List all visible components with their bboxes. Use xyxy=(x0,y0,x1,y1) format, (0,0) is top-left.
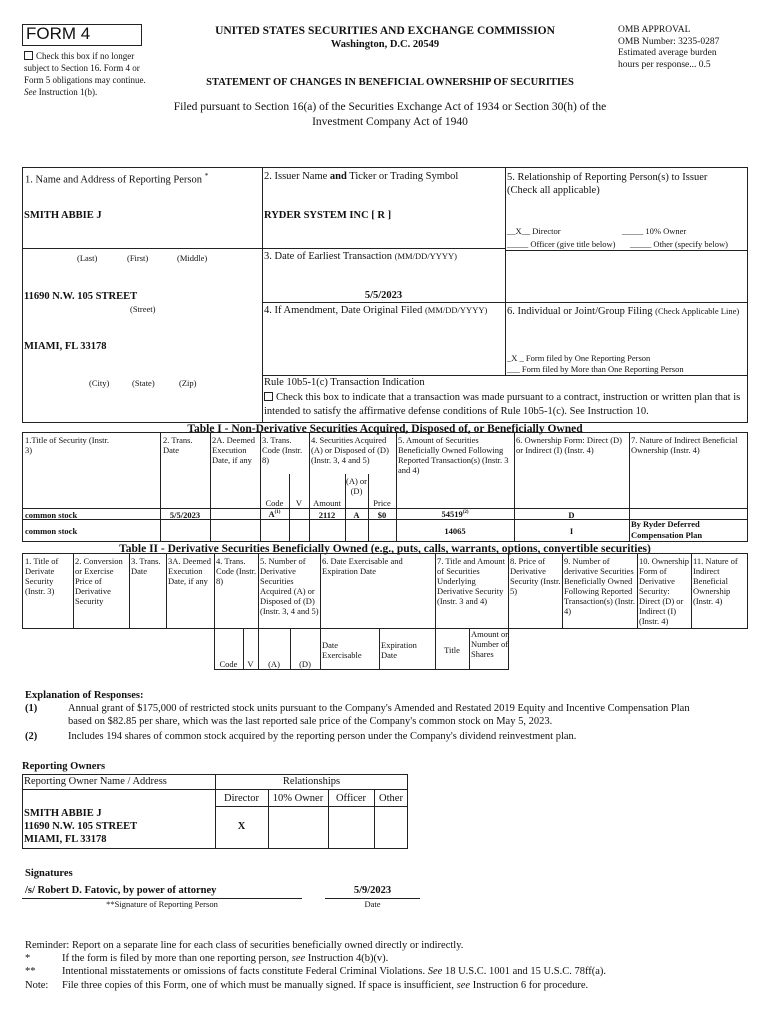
box6-label: 6. Individual or Joint/Group Filing (Check Applicable Line) xyxy=(507,306,740,317)
t1-sub-ad: (A) or (D) xyxy=(345,476,367,496)
one-person-filing-option[interactable]: _X _ Form filed by One Reporting Person xyxy=(507,353,651,363)
ten-percent-owner-option[interactable]: _____ 10% Owner xyxy=(622,226,687,236)
t1-col2-header: 2. Trans. Date xyxy=(163,435,193,455)
t2-col3-header: 3. Trans. Date xyxy=(131,556,161,576)
owner-row-city: MIAMI, FL 33178 xyxy=(24,834,107,845)
t1-sub-v: V xyxy=(295,498,303,508)
signature-value: /s/ Robert D. Fatovic, by power of attorney xyxy=(25,885,217,896)
group-filing-option[interactable]: ___ Form filed by More than One Reporting Person xyxy=(507,364,684,374)
t2-col10-header: 10. Ownership Form of Derivative Security: Direct (D) or Indirect (I) (Instr. 4) xyxy=(639,556,690,626)
name-last-caption: (Last) xyxy=(77,253,98,263)
state-caption: (State) xyxy=(132,378,155,388)
footnote-note-text: File three copies of this Form, one of which must be manually signed. If space is insufficient, see Instruction 6 for procedure. xyxy=(62,980,589,991)
section16-checkbox[interactable] xyxy=(24,51,33,60)
t1-r2-title: common stock xyxy=(25,526,78,536)
t1-r1-price: $0 xyxy=(377,510,387,520)
form-title: FORM 4 xyxy=(26,24,91,43)
city-caption: (City) xyxy=(89,378,110,388)
rule-10b5-checkbox[interactable] xyxy=(264,392,273,401)
t1-r1-date: 5/5/2023 xyxy=(169,510,201,520)
t2-col9-header: 9. Number of derivative Securities Beneficially Owned Following Reported Transaction(s) (Instr. 4) xyxy=(564,556,635,616)
owner-row-name: SMITH ABBIE J xyxy=(24,808,102,819)
t1-r2-nature: By Ryder Deferred Compensation Plan xyxy=(631,519,703,540)
officer-option[interactable]: _____ Officer (give title below) xyxy=(507,239,616,249)
issuer-name: RYDER SYSTEM INC [ R ] xyxy=(264,210,392,221)
t1-r1-amount: 2112 xyxy=(318,510,336,520)
t1-r1-ad: A xyxy=(353,510,360,520)
owner-row-street: 11690 N.W. 105 STREET xyxy=(24,821,138,832)
t2-col11-header: 11. Nature of Indirect Beneficial Ownership (Instr. 4) xyxy=(693,556,738,606)
t1-r1-code: $A^{(1)}$ xyxy=(268,509,281,519)
t1-sub-price: Price xyxy=(373,498,391,508)
t2-sub-d: (D) xyxy=(299,659,311,669)
t2-sub-code: Code xyxy=(219,659,238,669)
t2-col1-header: 1. Title of Derivate Security (Instr. 3) xyxy=(25,556,59,596)
reporting-person-city: MIAMI, FL 33178 xyxy=(24,341,107,352)
signature-date: 5/9/2023 xyxy=(353,885,392,896)
reporting-person-name: SMITH ABBIE J xyxy=(24,210,102,221)
box3-label: 3. Date of Earliest Transaction (MM/DD/YYYY) xyxy=(264,251,457,262)
agency-title: UNITED STATES SECURITIES AND EXCHANGE COMMISSION xyxy=(215,25,555,37)
table1-title: Table I - Non-Derivative Securities Acquired, Disposed of, or Beneficially Owned xyxy=(187,423,583,435)
t2-sub-title: Title xyxy=(444,645,460,655)
name-first-caption: (First) xyxy=(127,253,149,263)
footnote-star2-text: Intentional misstatements or omissions of facts constitute Federal Criminal Violations. See 18 U.S.C. 1001 and 15 U.S.C. 78ff(a). xyxy=(62,966,607,977)
owners-header-other: Other xyxy=(379,793,403,804)
t1-col2a-header: 2A. Deemed Execution Date, if any xyxy=(212,435,255,465)
explanation-2-text: Includes 194 shares of common stock acquired by the reporting person under the Company's dividend reinvestment plan. xyxy=(68,731,577,742)
zip-caption: (Zip) xyxy=(179,378,197,388)
rule-10b5-title: Rule 10b5-1(c) Transaction Indication xyxy=(264,377,425,388)
t1-col4-header: 4. Securities Acquired (A) or Disposed of (D) (Instr. 3, 4 and 5) xyxy=(311,435,389,465)
statement-title: STATEMENT OF CHANGES IN BENEFICIAL OWNERSHIP OF SECURITIES xyxy=(206,77,574,88)
t2-col5-header: 5. Number of Derivative Securities Acquired (A) or Disposed of (D) (Instr. 3, 4 and 5) xyxy=(260,556,319,616)
t1-r1-form: D xyxy=(568,510,575,520)
explanation-1-line1: Annual grant of $175,000 of restricted stock units pursuant to the Company's Amended and Restated 2019 Equity and Incentive Compensation Plan xyxy=(68,703,690,714)
agency-location: Washington, D.C. 20549 xyxy=(330,39,440,50)
owners-header-10pct: 10% Owner xyxy=(272,793,324,804)
t2-col8-header: 8. Price of Derivative Security (Instr. 5) xyxy=(510,556,561,596)
signature-date-caption: Date xyxy=(364,899,381,909)
filed-pursuant-line2: Investment Company Act of 1940 xyxy=(312,116,468,128)
t1-sub-code: Code xyxy=(265,498,284,508)
t1-col6-header: 6. Ownership Form: Direct (D) or Indirect (I) (Instr. 4) xyxy=(516,435,622,455)
reporting-person-street: 11690 N.W. 105 STREET xyxy=(24,291,138,302)
t2-col7-header: 7. Title and Amount of Securities Underlying Derivative Security (Instr. 3 and 4) xyxy=(437,556,506,606)
table2-title: Table II - Derivative Securities Beneficially Owned (e.g., puts, calls, warrants, options, convertible securities) xyxy=(119,543,651,555)
t2-col4-header: 4. Trans. Code (Instr. 8) xyxy=(216,556,257,586)
t1-col1-header: 1.Title of Security (Instr. 3) xyxy=(25,435,109,455)
footnote-star1-mark: * xyxy=(25,953,31,964)
explanation-title: Explanation of Responses: xyxy=(25,690,144,701)
t1-r2-owned: 14065 xyxy=(444,526,466,536)
director-option[interactable]: __X__ Director xyxy=(507,226,561,236)
section16-checkbox-text[interactable]: Check this box if no longer subject to Section 16. Form 4 or Form 5 obligations may continue. See Instruction 1(b). xyxy=(24,51,146,97)
t2-col6-header: 6. Date Exercisable and Expiration Date xyxy=(322,556,403,576)
owners-header-name: Reporting Owner Name / Address xyxy=(24,776,167,787)
footnote-note-mark: Note: xyxy=(25,980,49,991)
filed-pursuant-line1: Filed pursuant to Section 16(a) of the Securities Exchange Act of 1934 or Section 30(h) of the xyxy=(173,101,607,113)
owners-header-officer: Officer xyxy=(335,793,367,804)
signature-caption: **Signature of Reporting Person xyxy=(106,899,218,909)
t1-r1-title: common stock xyxy=(25,510,78,520)
t1-r1-owned: 54519$^{(2)}$ xyxy=(441,509,469,519)
footnote-star2-mark: ** xyxy=(25,966,36,977)
t2-sub-a: (A) xyxy=(268,659,280,669)
rule-10b5-text[interactable]: Check this box to indicate that a transaction was made pursuant to a contract, instruction or written plan that is intended to satisfy the affirmative defense conditions of Rule 10b5-1(c). See Instruction 10. xyxy=(264,392,741,417)
t2-sub-amount: Amount or Number of Shares xyxy=(471,629,509,659)
name-middle-caption: (Middle) xyxy=(177,253,208,263)
t2-col3a-header: 3A. Deemed Execution Date, if any xyxy=(168,556,211,586)
footnote-star1-text: If the form is filed by more than one reporting person, see Instruction 4(b)(v). xyxy=(62,953,389,964)
t2-sub-v: V xyxy=(247,659,254,669)
t1-col3-header: 3. Trans. Code (Instr. 8) xyxy=(262,435,303,465)
reporting-owners-title: Reporting Owners xyxy=(22,761,106,772)
street-caption: (Street) xyxy=(130,304,156,314)
t1-col7-header: 7. Nature of Indirect Beneficial Ownership (Instr. 4) xyxy=(631,435,738,455)
box2-label: 2. Issuer Name and Ticker or Trading Symbol xyxy=(264,171,459,182)
t2-sub-date-exercisable: Date Exercisable xyxy=(322,640,362,660)
explanation-2-number: (2) xyxy=(25,731,38,742)
box1-label: 1. Name and Address of Reporting Person * xyxy=(25,171,209,186)
t1-r2-form: I xyxy=(569,526,574,536)
box4-label: 4. If Amendment, Date Original Filed (MM/DD/YYYY) xyxy=(264,305,488,316)
other-option[interactable]: _____ Other (specify below) xyxy=(630,239,728,249)
explanation-1-number: (1) xyxy=(25,703,38,714)
explanation-1-line2: based on $82.85 per share, which was the last reported sale price of the Company's common stock on May 5, 2023. xyxy=(68,716,553,727)
signatures-title: Signatures xyxy=(25,868,73,879)
t1-col5-header: 5. Amount of Securities Beneficially Owned Following Reported Transaction(s) (Instr. 3 and 4) xyxy=(398,435,509,475)
earliest-transaction-date: 5/5/2023 xyxy=(364,290,403,301)
owner-row-director-mark: X xyxy=(237,821,246,832)
t2-sub-expiration: Expiration Date xyxy=(381,640,417,660)
owners-header-relationships: Relationships xyxy=(282,776,341,787)
box5-label: 5. Relationship of Reporting Person(s) to Issuer (Check all applicable) xyxy=(507,172,708,196)
owners-header-director: Director xyxy=(224,793,259,804)
t2-col2-header: 2. Conversion or Exercise Price of Derivative Security xyxy=(75,556,123,606)
t1-sub-amount: Amount xyxy=(313,498,341,508)
reminder-text: Reminder: Report on a separate line for each class of securities beneficially owned directly or indirectly. xyxy=(25,940,464,951)
omb-approval: OMB APPROVAL OMB Number: 3235-0287 Estimated average burden hours per response... 0.5 xyxy=(618,25,720,70)
